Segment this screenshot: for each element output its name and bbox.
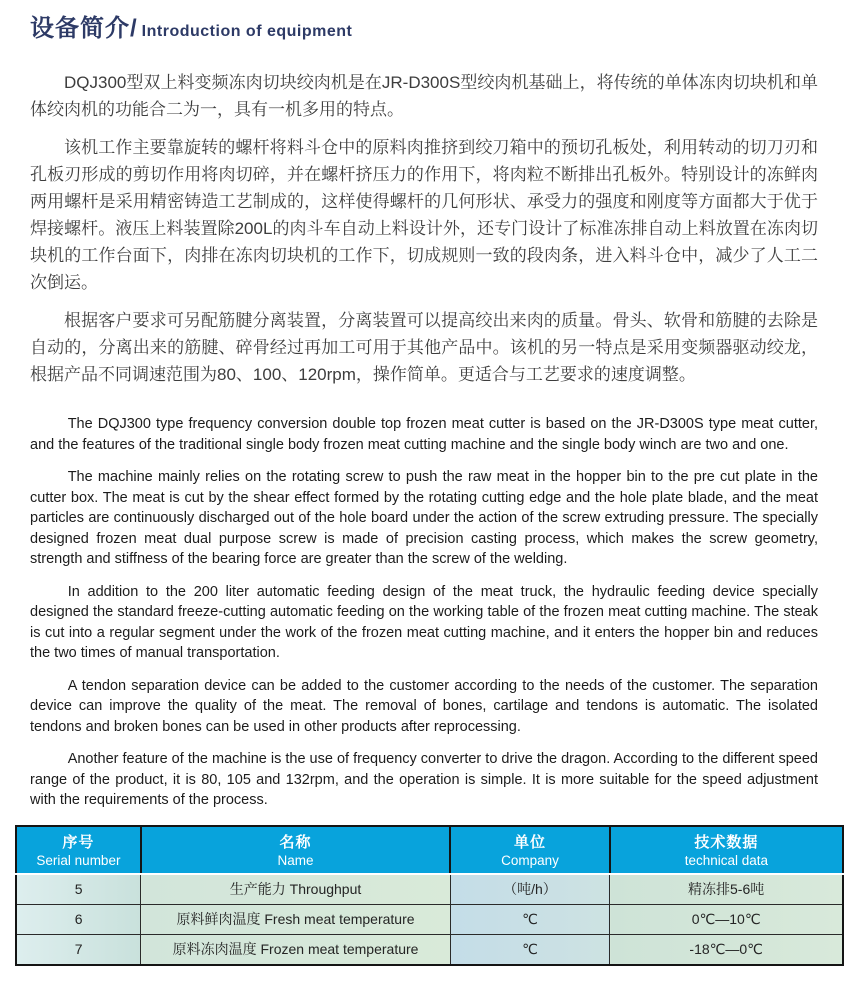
paragraph-cn-2: 该机工作主要靠旋转的螺杆将料斗仓中的原料肉推挤到绞刀箱中的预切孔板处，利用转动的切刀刃和孔板刃形成的剪切作用将肉切碎，并在螺杆挤压力的作用下，将肉粒不断排出孔板外。特别设计的冻鲜肉两用螺杆是采用精密铸造工艺制成的，这样使得螺杆的几何形状、承受力的强度和刚度等方面都大于优于焊接螺杆。液压上料装置除200L的肉斗车自动上料设计外，还专门设计了标准冻排自动上料放置在冻肉切块机的工作台面下，肉排在冻肉切块机的工作下，切成规则一致的段肉条，进入料斗仓中，减少了人工二次倒运。 xyxy=(30,138,818,292)
spec-table xyxy=(15,825,844,966)
col-header-data xyxy=(610,826,843,874)
col-header-serial-en: Serial number xyxy=(36,852,121,868)
col-header-name-cn: 名称 xyxy=(279,833,312,851)
col-header-name-en: Name xyxy=(277,852,314,868)
table-header-row xyxy=(16,826,843,874)
paragraph-en-3: In addition to the 200 liter automatic feeding design of the meat truck, the hydraulic feeding device specially designed the standard freeze-cutting automatic feeding on the working table of the frozen meat cutting machine. The steak is cut into a regular segment under the work of the frozen meat cutting machine, and it enters the hopper bin and reduces the two times of manual transportation. xyxy=(30,583,818,661)
page-header xyxy=(30,8,818,43)
row-name: 原料冻肉温度 Frozen meat temperature xyxy=(141,934,450,965)
spec-table-wrapper xyxy=(15,825,829,966)
paragraph-en-1: The DQJ300 type frequency conversion double top frozen meat cutter is based on the JR-D300S type meat cutter, and the features of the traditional single body frozen meat cutting machine and the single body winch are two and one. xyxy=(30,416,818,453)
col-header-unit-en: Company xyxy=(501,852,559,868)
row-serial: 7 xyxy=(16,934,141,965)
page-title xyxy=(30,8,818,43)
row-unit: ℃ xyxy=(450,934,610,965)
row-unit: （吨/h） xyxy=(450,874,610,905)
row-serial: 5 xyxy=(16,874,141,905)
row-unit: ℃ xyxy=(450,904,610,934)
col-header-unit-cn: 单位 xyxy=(513,833,546,851)
col-header-serial xyxy=(16,826,141,874)
col-header-unit xyxy=(450,826,610,874)
paragraph-en-2: The machine mainly relies on the rotating screw to push the raw meat in the hopper bin to the pre cut plate in the cutter box. The meat is cut by the shear effect formed by the rotating cutting edge and the hole plate blade, and the meat particles are continuously discharged out of the hole board under the action of the screw extruding pressure. The specially designed frozen meat dual purpose screw is made of precision casting process, which makes the screw geometry, strength and stiffness of the bearing force are greater than the screw of the welding. xyxy=(30,469,818,567)
col-header-data-en: technical data xyxy=(684,852,769,868)
chinese-description xyxy=(30,69,818,388)
table-row xyxy=(16,934,843,965)
row-name: 原料鲜肉温度 Fresh meat temperature xyxy=(141,904,450,934)
paragraph-en-4: A tendon separation device can be added to the customer according to the needs of the customer. The separation device can improve the quality of the meat. The removal of bones, cartilage and tendons is automatic. The isolated tendons and broken bones can be used in other products after reprocessing. xyxy=(30,677,818,735)
page-title-en: Introduction of equipment xyxy=(141,23,353,40)
english-description xyxy=(30,414,818,811)
table-row xyxy=(16,904,843,934)
row-name: 生产能力 Throughput xyxy=(141,874,450,905)
paragraph-en-5: Another feature of the machine is the use of frequency converter to drive the dragon. According to the different speed range of the product, it is 80, 105 and 132rpm, and the operation is simple. It is more suitable for the speed adjustment with the requirements of the process. xyxy=(30,751,818,808)
paragraph-cn-3: 根据客户要求可另配筋腱分离装置，分离装置可以提高绞出来肉的质量。骨头、软骨和筋腱的去除是自动的，分离出来的筋腱、碎骨经过再加工可用于其他产品中。该机的另一特点是采用变频器驱动绞龙，根据产品不同调速范围为80、100、120rpm，操作简单。更适合与工艺要求的速度调整。 xyxy=(30,311,818,384)
row-data: 0℃—10℃ xyxy=(610,904,843,934)
table-row xyxy=(16,874,843,905)
row-data: -18℃—0℃ xyxy=(610,934,843,965)
page-title-cn: 设备简介/ xyxy=(30,15,138,42)
col-header-serial-cn: 序号 xyxy=(62,833,95,851)
paragraph-cn-1: DQJ300型双上料变频冻肉切块绞肉机是在JR-D300S型绞肉机基础上，将传统的单体冻肉切块机和单体绞肉机的功能合二为一，具有一机多用的特点。 xyxy=(30,73,818,119)
row-serial: 6 xyxy=(16,904,141,934)
col-header-name xyxy=(141,826,450,874)
col-header-data-cn: 技术数据 xyxy=(694,833,759,851)
row-data: 精冻排5-6吨 xyxy=(610,874,843,905)
